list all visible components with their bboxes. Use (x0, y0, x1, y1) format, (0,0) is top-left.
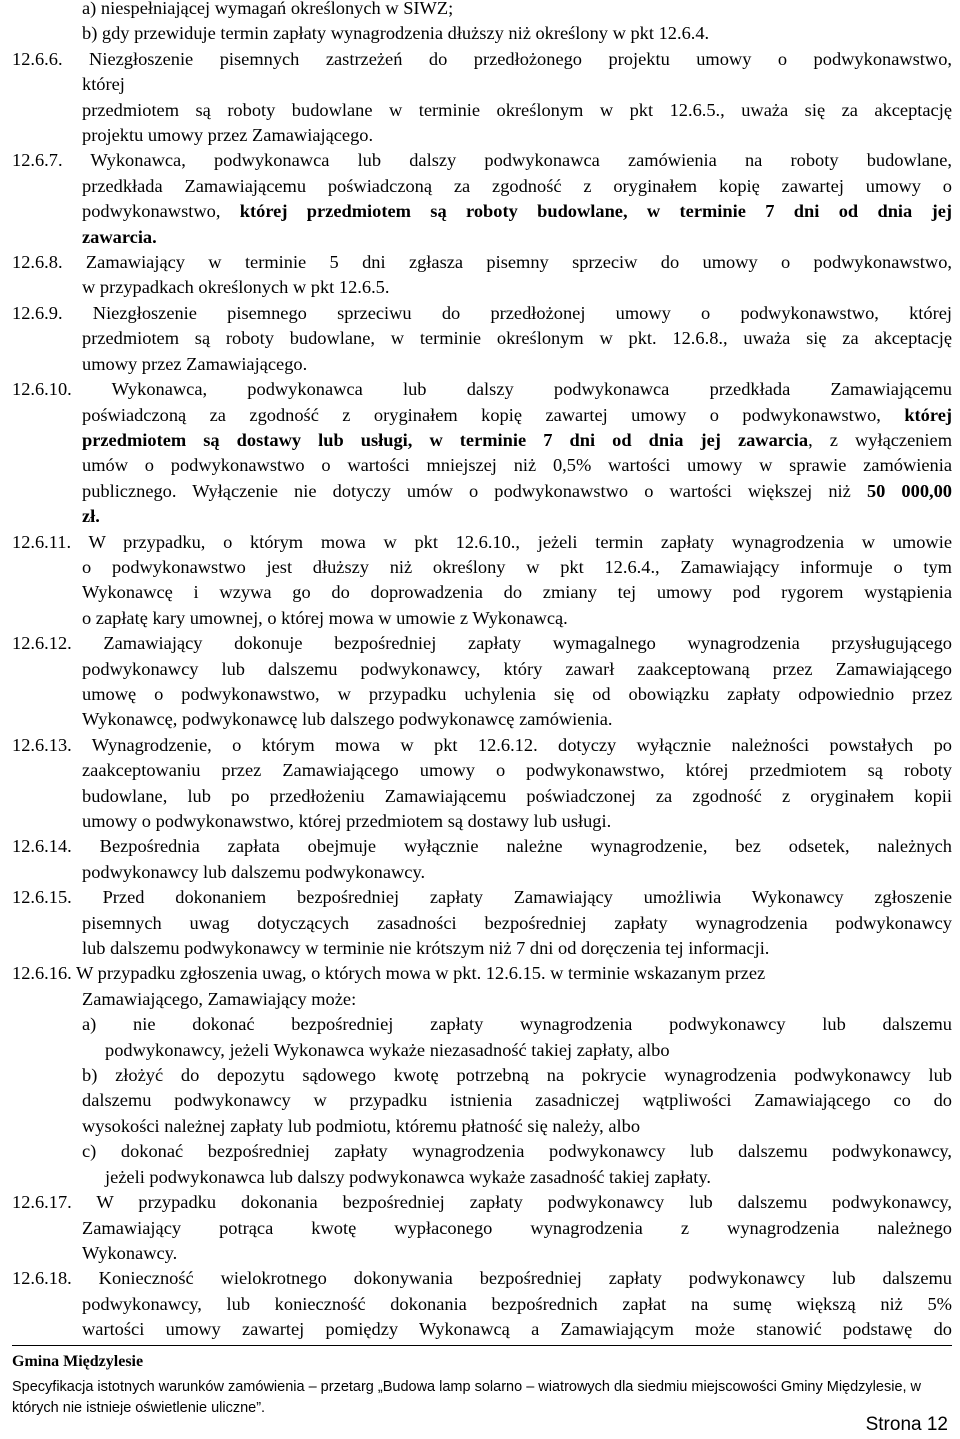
page-number: Strona 12 (865, 1414, 948, 1435)
text-line: przedmiotem są roboty budowlane w terminie określonym w pkt 12.6.5., uważa się za akceptację (82, 99, 952, 120)
text-line: przedmiotem są roboty budowlane, w terminie określonym w pkt. 12.6.8., uważa się za akceptację (82, 328, 952, 349)
text-line: umowę o podwykonawstwo, w przypadku uchylenia się od obowiązku zapłaty odpowiednio przez (82, 683, 952, 704)
text-line (12, 428, 952, 453)
text-line: 12.6.16. W przypadku zgłoszenia uwag, o których mowa w pkt. 12.6.15. w terminie wskazanym przez (12, 963, 766, 984)
text-line: Zamawiający potrąca kwotę wypłaconego wynagrodzenia z wynagrodzenia należnego (82, 1217, 952, 1238)
text-line: b) gdy przewiduje termin zapłaty wynagrodzenia dłuższy niż określony w pkt 12.6.4. (82, 23, 710, 44)
text-line: c) dokonać bezpośredniej zapłaty wynagrodzenia podwykonawcy lub dalszemu podwykonawcy, (82, 1141, 952, 1162)
text-line: podwykonawcy lub dalszemu podwykonawcy, który zawarł zaakceptowaną przez Zamawiającego (82, 658, 952, 679)
text-line: podwykonawcy, jeżeli Wykonawca wykaże niezasadność takiej zapłaty, albo (105, 1039, 670, 1060)
text-run: poświadczoną za zgodność z oryginałem kopię zawartej umowy o podwykonawstwo, (82, 404, 905, 425)
text-line: w przypadkach określonych w pkt 12.6.5. (82, 277, 390, 298)
text-line: zaakceptowaniu przez Zamawiającego umowy o podwykonawstwo, której przedmiotem są roboty (82, 760, 952, 781)
text-line: o zapłatę kary umownej, o której mowa w umowie z Wykonawcą. (82, 607, 568, 628)
text-line: 12.6.6. Niezgłoszenie pisemnych zastrzeżeń do przedłożonego projektu umowy o podwykonawstwo, (12, 48, 952, 69)
text-run: podwykonawstwo, (82, 201, 240, 222)
text-line: umowy o podwykonawstwo, której przedmiotem są dostawy lub usługi. (82, 811, 612, 831)
text-run: publicznego. Wyłączenie nie dotyczy umów o podwykonawstwo o wartości większej niż (82, 480, 867, 501)
text-line: umowy przez Zamawiającego. (82, 353, 308, 374)
text-line: 12.6.12. Zamawiający dokonuje bezpośredniej zapłaty wymagalnego wynagrodzenia przysługującego (12, 633, 952, 654)
text-line: 12.6.9. Niezgłoszenie pisemnego sprzeciwu do przedłożonej umowy o podwykonawstwo, której (12, 302, 952, 323)
text-line: wartości umowy zawartej pomiędzy Wykonawcą a Zamawiającym może stanowić podstawę do (82, 1319, 952, 1340)
footer-divider (12, 1345, 952, 1346)
text-line: 12.6.15. Przed dokonaniem bezpośredniej zapłaty Zamawiający umożliwia Wykonawcy zgłoszenie (12, 887, 952, 908)
text-line: podwykonawcy lub dalszemu podwykonawcy. (82, 861, 426, 882)
bold-text: przedmiotem są dostawy lub usługi, w terminie 7 dni od dnia jej zawarcia (82, 429, 809, 450)
text-line: wysokości należnej zapłaty lub podmiotu, któremu płatność się należy, albo (82, 1115, 641, 1136)
text-line: o podwykonawstwo jest dłuższy niż określony w pkt 12.6.4., Zamawiający informuje o tym (82, 556, 952, 577)
footer-title: Gmina Międzylesie (12, 1353, 144, 1370)
text-line: 12.6.11. W przypadku, o którym mowa w pkt 12.6.10., jeżeli termin zapłaty wynagrodzenia w umowie (12, 531, 952, 552)
footer-text: Specyfikacja istotnych warunków zamówienia – przetarg „Budowa lamp solarno – wiatrowych dla siedmiu miejscowości Gminy Międzylesie, w których nie istnieje oświetlenie uliczne”. (12, 1379, 922, 1416)
text-line: 12.6.10. Wykonawca, podwykonawca lub dalszy podwykonawca przedkłada Zamawiającemu (12, 379, 952, 400)
text-line: lub dalszemu podwykonawcy w terminie nie krótszym niż 7 dni od doręczenia tej informacji. (82, 938, 770, 959)
text-line: budowlane, lub po przedłożeniu Zamawiającemu poświadczonej za zgodność z oryginałem kopii (82, 785, 952, 806)
text-line: podwykonawcy, lub konieczność dokonania bezpośrednich zapłat na sumę większą niż 5% (82, 1293, 952, 1314)
text-line: Wykonawcy. (82, 1242, 178, 1263)
text-line: Wykonawcę i wzywa go do doprowadzenia do zmiany tej umowy pod rygorem wystąpienia (82, 582, 952, 603)
bold-text: której przedmiotem są roboty budowlane, w terminie 7 dni od dnia jej (239, 201, 952, 222)
text-line (12, 504, 952, 529)
bold-text: której (904, 404, 952, 425)
body-text (12, 0, 952, 1343)
text-line: 12.6.14. Bezpośrednia zapłata obejmuje wyłącznie należne wynagrodzenie, bez odsetek, należnych (12, 836, 952, 857)
bold-text: zł. (82, 506, 100, 527)
bold-text: zawarcia. (82, 226, 157, 247)
text-line: Wykonawcę, podwykonawcę lub dalszego podwykonawcę zamówienia. (82, 709, 613, 730)
text-run: , z wyłączeniem (808, 429, 953, 450)
text-line: 12.6.17. W przypadku dokonania bezpośredniej zapłaty podwykonawcy lub dalszemu podwykonawcy, (12, 1192, 952, 1213)
text-line: której (82, 74, 125, 95)
text-line: 12.6.18. Konieczność wielokrotnego dokonywania bezpośredniej zapłaty podwykonawcy lub dalszemu (12, 1268, 952, 1289)
text-line: Zamawiającego, Zamawiający może: (82, 988, 357, 1009)
text-line (12, 403, 952, 428)
text-line: a) nie dokonać bezpośredniej zapłaty wynagrodzenia podwykonawcy lub dalszemu (82, 1014, 952, 1035)
text-line (12, 199, 952, 224)
text-line: 12.6.7. Wykonawca, podwykonawca lub dalszy podwykonawca zamówienia na roboty budowlane, (12, 150, 952, 171)
text-line: b) złożyć do depozytu sądowego kwotę potrzebną na pokrycie wynagrodzenia podwykonawcy lub (82, 1065, 952, 1086)
bold-text: 50 000,00 (866, 480, 953, 501)
text-line: 12.6.13. Wynagrodzenie, o którym mowa w pkt 12.6.12. dotyczy wyłącznie należności powstałych po (12, 734, 952, 755)
text-line: a) niespełniającej wymagań określonych w SIWZ; (82, 0, 454, 18)
text-line (12, 225, 952, 250)
text-line: jeżeli podwykonawca lub dalszy podwykonawca wykaże zasadność takiej zapłaty. (105, 1166, 711, 1187)
text-line (12, 479, 952, 504)
text-line: pisemnych uwag dotyczących zasadności bezpośredniej zapłaty wynagrodzenia podwykonawcy (82, 912, 952, 933)
text-line: umów o podwykonawstwo o wartości mniejszej niż 0,5% wartości umowy w sprawie zamówienia (82, 455, 952, 476)
text-line: projektu umowy przez Zamawiającego. (82, 125, 374, 146)
text-line: dalszemu podwykonawcy w przypadku istnienia zasadniczej wątpliwości Zamawiającego co do (82, 1090, 952, 1111)
text-line: 12.6.8. Zamawiający w terminie 5 dni zgłasza pisemny sprzeciw do umowy o podwykonawstwo, (12, 252, 952, 273)
text-line: przedkłada Zamawiającemu poświadczoną za zgodność z oryginałem kopię zawartej umowy o (82, 175, 952, 196)
